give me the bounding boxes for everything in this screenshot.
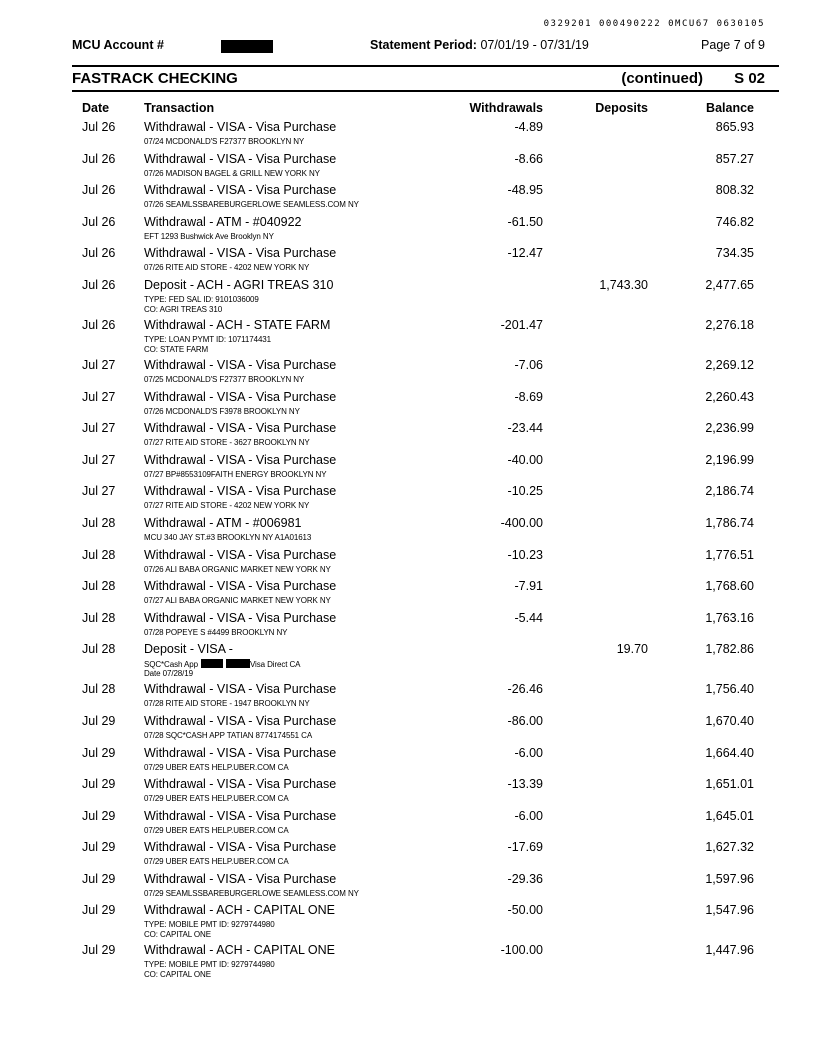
- table-row: [72, 278, 779, 318]
- balance-amount: 2,260.43: [705, 389, 754, 404]
- balance-amount: 1,776.51: [705, 547, 754, 562]
- transaction-detail-text: 07/29 UBER EATS HELP.UBER.COM CA: [144, 762, 289, 772]
- transaction-detail: [144, 375, 304, 384]
- transaction-date: Jul 26: [82, 277, 116, 292]
- withdrawal-amount: -7.91: [514, 579, 543, 594]
- transaction-detail-suffix: Visa Direct CA: [249, 660, 301, 670]
- col-withdrawals: Withdrawals: [469, 101, 543, 115]
- transaction-detail-text: 07/25 MCDONALD'S F27377 BROOKLYN NY: [144, 374, 305, 384]
- transaction-detail: [144, 533, 311, 542]
- transaction-detail-text: SQC*Cash App: [144, 660, 198, 670]
- table-row: [72, 714, 779, 746]
- transaction-description: Withdrawal - ACH - CAPITAL ONE: [144, 903, 336, 918]
- table-row: [72, 642, 779, 682]
- section-divider: [72, 90, 779, 92]
- transaction-detail-text: CO: STATE FARM: [144, 344, 209, 354]
- withdrawal-amount: -5.44: [514, 610, 543, 625]
- transaction-description: Withdrawal - VISA - Visa Purchase: [144, 745, 337, 760]
- transaction-detail: [144, 889, 359, 898]
- table-row: [72, 516, 779, 548]
- withdrawal-amount: -26.46: [507, 682, 543, 697]
- balance-amount: 1,597.96: [705, 871, 754, 886]
- balance-amount: 1,645.01: [705, 808, 754, 823]
- transaction-detail: [144, 438, 310, 447]
- table-row: [72, 421, 779, 453]
- table-row: [72, 840, 779, 872]
- withdrawal-amount: -10.23: [507, 547, 543, 562]
- transaction-detail-text: 07/27 RITE AID STORE - 4202 NEW YORK NY: [144, 501, 310, 511]
- table-row: [72, 183, 779, 215]
- transaction-detail-text: CO: CAPITAL ONE: [144, 930, 211, 940]
- transaction-date: Jul 29: [82, 745, 116, 760]
- transaction-detail-text: 07/26 RITE AID STORE - 4202 NEW YORK NY: [144, 263, 310, 273]
- balance-amount: 1,782.86: [705, 642, 754, 657]
- transaction-detail: [144, 960, 275, 969]
- balance-amount: 1,763.16: [705, 610, 754, 625]
- balance-amount: 1,651.01: [705, 777, 754, 792]
- withdrawal-amount: -17.69: [507, 840, 543, 855]
- withdrawal-amount: -8.69: [514, 389, 543, 404]
- transaction-date: Jul 28: [82, 579, 116, 594]
- transaction-date: Jul 29: [82, 808, 116, 823]
- withdrawal-amount: -6.00: [514, 745, 543, 760]
- transaction-detail: [144, 920, 275, 929]
- transaction-date: Jul 27: [82, 389, 116, 404]
- table-row: [72, 548, 779, 580]
- balance-amount: 2,276.18: [705, 317, 754, 332]
- deposit-amount: 19.70: [616, 642, 648, 657]
- transaction-description: Withdrawal - VISA - Visa Purchase: [144, 808, 337, 823]
- transaction-description: Withdrawal - VISA - Visa Purchase: [144, 777, 337, 792]
- balance-amount: 1,756.40: [705, 682, 754, 697]
- withdrawal-amount: -23.44: [507, 421, 543, 436]
- table-row: [72, 872, 779, 904]
- transaction-detail-text: TYPE: MOBILE PMT ID: 9279744980: [144, 920, 275, 930]
- transaction-date: Jul 27: [82, 357, 116, 372]
- transaction-description: Withdrawal - VISA - Visa Purchase: [144, 713, 337, 728]
- withdrawal-amount: -6.00: [514, 808, 543, 823]
- table-row: [72, 746, 779, 778]
- transaction-detail-text: 07/29 SEAMLSSBAREBURGERLOWE SEAMLESS.COM NY: [144, 888, 359, 898]
- section-code: S 02: [734, 70, 765, 87]
- transaction-date: Jul 28: [82, 547, 116, 562]
- transaction-detail: [144, 699, 310, 708]
- table-row: [72, 453, 779, 485]
- balance-amount: 1,447.96: [705, 943, 754, 958]
- transaction-detail-text: CO: AGRI TREAS 310: [144, 304, 223, 314]
- transaction-date: Jul 29: [82, 777, 116, 792]
- transaction-detail-text: Date 07/28/19: [144, 669, 193, 679]
- period-label: Statement Period:: [370, 38, 477, 52]
- transaction-date: Jul 27: [82, 421, 116, 436]
- balance-amount: 808.32: [715, 183, 754, 198]
- col-balance: Balance: [706, 101, 754, 115]
- table-row: [72, 579, 779, 611]
- transaction-detail-text: TYPE: FED SAL ID: 9101036009: [144, 294, 259, 304]
- withdrawal-amount: -10.25: [507, 484, 543, 499]
- transaction-detail-text: 07/29 UBER EATS HELP.UBER.COM CA: [144, 857, 289, 867]
- deposit-amount: 1,743.30: [599, 277, 648, 292]
- transaction-list: [72, 120, 779, 983]
- transaction-description: Withdrawal - VISA - Visa Purchase: [144, 682, 337, 697]
- table-row: [72, 484, 779, 516]
- balance-amount: 857.27: [715, 151, 754, 166]
- transaction-detail: [144, 263, 309, 272]
- transaction-date: Jul 26: [82, 183, 116, 198]
- transaction-detail-text: CO: CAPITAL ONE: [144, 970, 211, 980]
- transaction-detail-text: 07/27 RITE AID STORE - 3627 BROOKLYN NY: [144, 438, 310, 448]
- transaction-description: Withdrawal - VISA - Visa Purchase: [144, 547, 337, 562]
- transaction-detail-text: 07/26 SEAMLSSBAREBURGERLOWE SEAMLESS.COM NY: [144, 200, 359, 210]
- redacted-account-number: [221, 40, 273, 53]
- col-transaction: Transaction: [144, 101, 215, 115]
- transaction-date: Jul 29: [82, 840, 116, 855]
- transaction-detail: [144, 930, 211, 939]
- transaction-description: Withdrawal - VISA - Visa Purchase: [144, 484, 337, 499]
- transaction-detail: [144, 407, 300, 416]
- table-row: [72, 358, 779, 390]
- transaction-description: Withdrawal - VISA - Visa Purchase: [144, 357, 337, 372]
- section-continued: (continued): [621, 70, 703, 87]
- balance-amount: 2,477.65: [705, 277, 754, 292]
- transaction-detail: [144, 628, 287, 637]
- transaction-detail: [144, 200, 359, 209]
- table-row: [72, 943, 779, 983]
- transaction-detail: [144, 970, 211, 979]
- withdrawal-amount: -86.00: [507, 713, 543, 728]
- transaction-date: Jul 29: [82, 871, 116, 886]
- balance-amount: 734.35: [715, 246, 754, 261]
- transaction-description: Withdrawal - VISA - Visa Purchase: [144, 452, 337, 467]
- transaction-detail-text: 07/28 SQC*CASH APP TATIAN 8774174551 CA: [144, 730, 313, 740]
- withdrawal-amount: -100.00: [500, 943, 543, 958]
- table-row: [72, 611, 779, 643]
- document-code: 0329201 000490222 0MCU67 0630105: [543, 19, 765, 29]
- transaction-detail: [144, 295, 259, 304]
- transaction-detail-text: 07/26 ALI BABA ORGANIC MARKET NEW YORK NY: [144, 564, 331, 574]
- balance-amount: 1,786.74: [705, 515, 754, 530]
- transaction-detail: [144, 763, 289, 772]
- transaction-detail: [144, 669, 193, 678]
- transaction-detail-text: EFT 1293 Bushwick Ave Brooklyn NY: [144, 231, 274, 241]
- transaction-date: Jul 29: [82, 713, 116, 728]
- transaction-detail-text: TYPE: MOBILE PMT ID: 9279744980: [144, 960, 275, 970]
- transaction-detail-text: 07/26 MADISON BAGEL & GRILL NEW YORK NY: [144, 168, 320, 178]
- transaction-description: Withdrawal - VISA - Visa Purchase: [144, 610, 337, 625]
- transaction-detail: [144, 305, 222, 314]
- balance-amount: 1,670.40: [705, 713, 754, 728]
- account-label: MCU Account #: [72, 38, 164, 52]
- balance-amount: 2,186.74: [705, 484, 754, 499]
- transaction-detail: [144, 826, 289, 835]
- balance-amount: 746.82: [715, 214, 754, 229]
- transaction-detail: [144, 659, 300, 669]
- transaction-detail: [144, 169, 320, 178]
- transaction-description: Withdrawal - ATM - #040922: [144, 214, 302, 229]
- transaction-date: Jul 28: [82, 682, 116, 697]
- redacted-block: [226, 659, 250, 668]
- transaction-description: Withdrawal - VISA - Visa Purchase: [144, 871, 337, 886]
- transaction-date: Jul 26: [82, 120, 116, 134]
- withdrawal-amount: -50.00: [507, 903, 543, 918]
- balance-amount: 2,236.99: [705, 421, 754, 436]
- transaction-description: Withdrawal - VISA - Visa Purchase: [144, 246, 337, 261]
- table-row: [72, 215, 779, 247]
- balance-amount: 2,269.12: [705, 357, 754, 372]
- transaction-detail: [144, 335, 271, 344]
- transaction-detail-text: 07/27 BP#8553109FAITH ENERGY BROOKLYN NY: [144, 469, 327, 479]
- transaction-description: Withdrawal - VISA - Visa Purchase: [144, 840, 337, 855]
- withdrawal-amount: -4.89: [514, 120, 543, 134]
- statement-header: [72, 38, 765, 54]
- transaction-description: Deposit - VISA -: [144, 642, 233, 657]
- balance-amount: 2,196.99: [705, 452, 754, 467]
- transaction-detail-text: TYPE: LOAN PYMT ID: 1071174431: [144, 334, 271, 344]
- withdrawal-amount: -8.66: [514, 151, 543, 166]
- statement-period: [370, 38, 589, 52]
- transaction-date: Jul 26: [82, 317, 116, 332]
- table-row: [72, 682, 779, 714]
- transaction-description: Withdrawal - VISA - Visa Purchase: [144, 183, 337, 198]
- withdrawal-amount: -40.00: [507, 452, 543, 467]
- transaction-date: Jul 29: [82, 943, 116, 958]
- transaction-detail-text: 07/26 MCDONALD'S F3978 BROOKLYN NY: [144, 406, 300, 416]
- transaction-date: Jul 27: [82, 484, 116, 499]
- transaction-detail-text: 07/29 UBER EATS HELP.UBER.COM CA: [144, 825, 289, 835]
- transaction-date: Jul 28: [82, 610, 116, 625]
- header-divider: [72, 65, 779, 67]
- transaction-date: Jul 28: [82, 642, 116, 657]
- transaction-date: Jul 26: [82, 151, 116, 166]
- withdrawal-amount: -61.50: [507, 214, 543, 229]
- transaction-description: Withdrawal - ATM - #006981: [144, 515, 302, 530]
- balance-amount: 1,664.40: [705, 745, 754, 760]
- transaction-detail-text: 07/28 RITE AID STORE - 1947 BROOKLYN NY: [144, 699, 310, 709]
- withdrawal-amount: -201.47: [500, 317, 543, 332]
- transaction-description: Withdrawal - VISA - Visa Purchase: [144, 421, 337, 436]
- transaction-description: Withdrawal - ACH - STATE FARM: [144, 317, 331, 332]
- transaction-date: Jul 27: [82, 452, 116, 467]
- table-row: [72, 777, 779, 809]
- table-row: [72, 120, 779, 152]
- withdrawal-amount: -12.47: [507, 246, 543, 261]
- transaction-detail: [144, 731, 312, 740]
- transaction-detail-text: 07/24 MCDONALD'S F27377 BROOKLYN NY: [144, 137, 305, 146]
- withdrawal-amount: -48.95: [507, 183, 543, 198]
- balance-amount: 1,768.60: [705, 579, 754, 594]
- withdrawal-amount: -7.06: [514, 357, 543, 372]
- table-row: [72, 152, 779, 184]
- withdrawal-amount: -400.00: [500, 515, 543, 530]
- transaction-detail: [144, 345, 208, 354]
- balance-amount: 1,627.32: [705, 840, 754, 855]
- balance-amount: 1,547.96: [705, 903, 754, 918]
- transaction-description: Withdrawal - VISA - Visa Purchase: [144, 579, 337, 594]
- table-row: [72, 390, 779, 422]
- transaction-detail: [144, 596, 331, 605]
- withdrawal-amount: -29.36: [507, 871, 543, 886]
- transaction-date: Jul 26: [82, 246, 116, 261]
- page-number: Page 7 of 9: [701, 38, 765, 52]
- transaction-detail: [144, 470, 326, 479]
- transaction-detail-text: 07/28 POPEYE S #4499 BROOKLYN NY: [144, 627, 288, 637]
- transaction-detail: [144, 232, 274, 241]
- transaction-detail-text: MCU 340 JAY ST.#3 BROOKLYN NY A1A01613: [144, 532, 312, 542]
- transaction-date: Jul 26: [82, 214, 116, 229]
- transaction-date: Jul 28: [82, 515, 116, 530]
- col-date: Date: [82, 101, 110, 115]
- transaction-detail-text: 07/29 UBER EATS HELP.UBER.COM CA: [144, 794, 289, 804]
- transaction-description: Deposit - ACH - AGRI TREAS 310: [144, 277, 334, 292]
- balance-amount: 865.93: [715, 120, 754, 134]
- redacted-block: [201, 659, 223, 668]
- table-row: [72, 903, 779, 943]
- transaction-description: Withdrawal - VISA - Visa Purchase: [144, 120, 337, 134]
- transaction-description: Withdrawal - ACH - CAPITAL ONE: [144, 943, 336, 958]
- transaction-detail: [144, 501, 309, 510]
- transaction-detail-text: 07/27 ALI BABA ORGANIC MARKET NEW YORK NY: [144, 596, 331, 606]
- withdrawal-amount: -13.39: [507, 777, 543, 792]
- transaction-detail: [144, 565, 331, 574]
- transaction-detail: [144, 794, 289, 803]
- table-row: [72, 246, 779, 278]
- table-row: [72, 318, 779, 358]
- transaction-detail: [144, 137, 304, 146]
- table-row: [72, 809, 779, 841]
- transaction-description: Withdrawal - VISA - Visa Purchase: [144, 151, 337, 166]
- transaction-detail: [144, 857, 289, 866]
- transaction-date: Jul 29: [82, 903, 116, 918]
- col-deposits: Deposits: [595, 101, 648, 115]
- section-title: FASTRACK CHECKING: [72, 70, 238, 87]
- period-value: 07/01/19 - 07/31/19: [480, 38, 589, 52]
- transaction-description: Withdrawal - VISA - Visa Purchase: [144, 389, 337, 404]
